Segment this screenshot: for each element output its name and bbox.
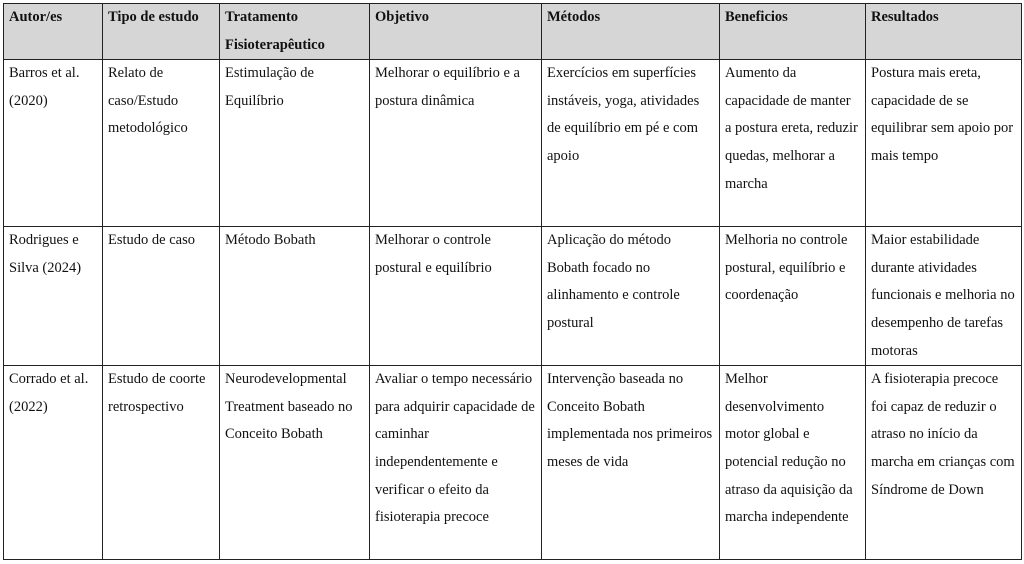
header-tipo-de-estudo: Tipo de estudo xyxy=(103,4,220,60)
header-autores: Autor/es xyxy=(4,4,103,60)
cell-objetivo: Melhorar o equilíbrio e a postura dinâmica xyxy=(370,60,542,227)
cell-resultados: Maior estabilidade durante atividades funcionais e melhoria no desempenho de tarefas motoras xyxy=(866,227,1022,366)
header-resultados: Resultados xyxy=(866,4,1022,60)
cell-resultados: A fisioterapia precoce foi capaz de reduzir o atraso no início da marcha em crianças com Síndrome de Down xyxy=(866,366,1022,560)
cell-tipo-de-estudo: Relato de caso/Estudo metodológico xyxy=(103,60,220,227)
cell-autores: Corrado et al. (2022) xyxy=(4,366,103,560)
header-objetivo: Objetivo xyxy=(370,4,542,60)
cell-metodos: Intervenção baseada no Conceito Bobath implementada nos primeiros meses de vida xyxy=(542,366,720,560)
table-row xyxy=(4,366,1022,560)
cell-autores: Barros et al. (2020) xyxy=(4,60,103,227)
cell-tipo-de-estudo: Estudo de caso xyxy=(103,227,220,366)
cell-beneficios: Aumento da capacidade de manter a postura ereta, reduzir quedas, melhorar a marcha xyxy=(720,60,866,227)
cell-autores: Rodrigues e Silva (2024) xyxy=(4,227,103,366)
cell-tratamento: Método Bobath xyxy=(220,227,370,366)
header-tratamento: Tratamento Fisioterapêutico xyxy=(220,4,370,60)
table-row xyxy=(4,60,1022,227)
cell-tipo-de-estudo: Estudo de coorte retrospectivo xyxy=(103,366,220,560)
literature-review-table xyxy=(3,3,1022,560)
table-row xyxy=(4,227,1022,366)
cell-tratamento: Neurodevelopmental Treatment baseado no Conceito Bobath xyxy=(220,366,370,560)
cell-beneficios: Melhor desenvolvimento motor global e potencial redução no atraso da aquisição da marcha independente xyxy=(720,366,866,560)
cell-beneficios: Melhoria no controle postural, equilíbrio e coordenação xyxy=(720,227,866,366)
header-beneficios: Beneficios xyxy=(720,4,866,60)
header-row xyxy=(4,4,1022,60)
cell-metodos: Aplicação do método Bobath focado no alinhamento e controle postural xyxy=(542,227,720,366)
cell-metodos: Exercícios em superfícies instáveis, yoga, atividades de equilíbrio em pé e com apoio xyxy=(542,60,720,227)
header-metodos: Métodos xyxy=(542,4,720,60)
cell-objetivo: Avaliar o tempo necessário para adquirir capacidade de caminhar independentemente e verificar o efeito da fisioterapia precoce xyxy=(370,366,542,560)
cell-objetivo: Melhorar o controle postural e equilíbrio xyxy=(370,227,542,366)
cell-resultados: Postura mais ereta, capacidade de se equilibrar sem apoio por mais tempo xyxy=(866,60,1022,227)
cell-tratamento: Estimulação de Equilíbrio xyxy=(220,60,370,227)
